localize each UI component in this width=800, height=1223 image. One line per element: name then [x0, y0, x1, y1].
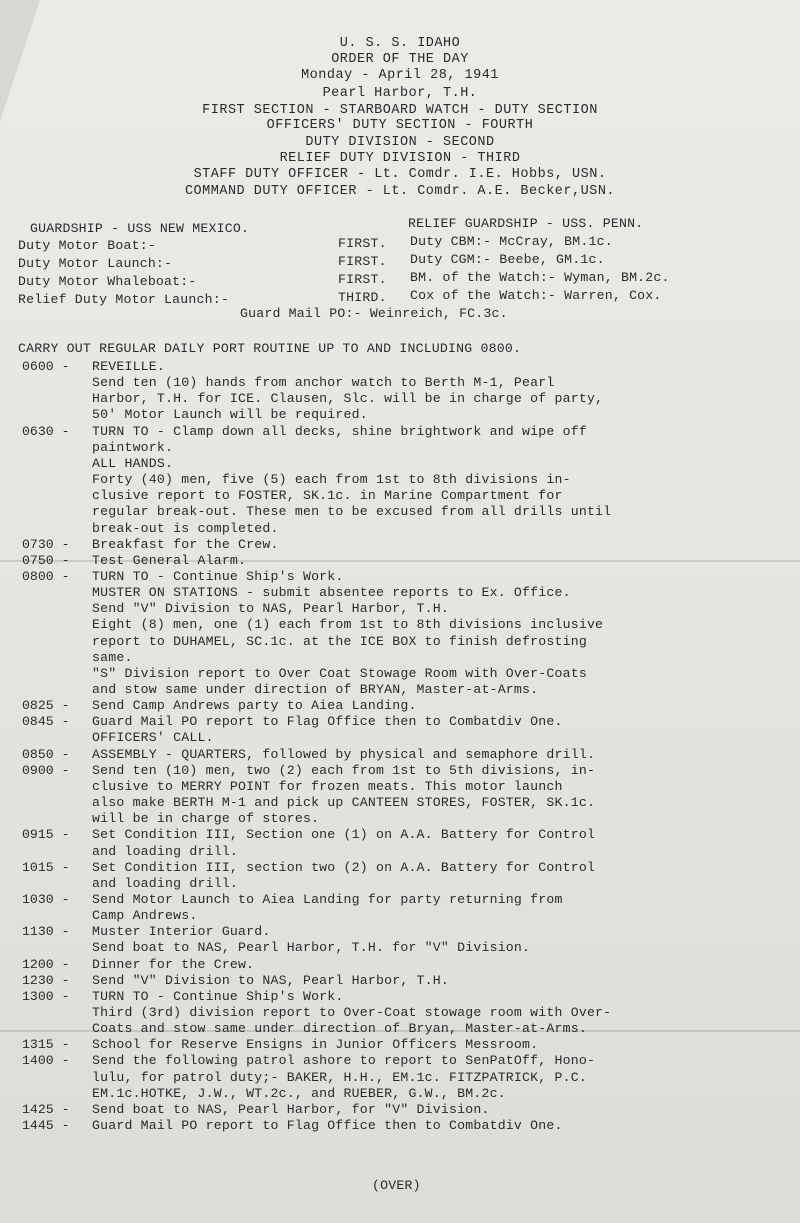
schedule-time: 0825 - [22, 698, 70, 714]
doc-location: Pearl Harbor, T.H. [322, 86, 478, 101]
schedule-text-line: Send boat to NAS, Pearl Harbor, for "V" Division. [92, 1101, 490, 1117]
schedule-text-line: clusive report to FOSTER, SK.1c. in Marine Compartment for [92, 488, 563, 504]
schedule-text-line: same. [92, 649, 133, 665]
schedule-time: 0800 - [22, 568, 70, 584]
schedule-text-line: Send "V" Division to NAS, Pearl Harbor, T.H. [92, 972, 450, 988]
schedule-text-line: clusive to MERRY POINT for frozen meats. This motor launch [92, 778, 563, 794]
schedule-text-line: Send ten (10) hands from anchor watch to Berth M-1, Pearl [92, 375, 555, 391]
schedule-text-line: Breakfast for the Crew. [92, 536, 279, 552]
schedule-time: 1445 - [22, 1118, 70, 1134]
schedule-text-line: Guard Mail PO report to Flag Office then to Combatdiv One. [92, 1118, 563, 1134]
assignment-mid: FIRST. [338, 272, 387, 287]
schedule-text-line: Send boat to NAS, Pearl Harbor, T.H. for "V" Division. [92, 940, 531, 956]
schedule-text-line: Set Condition III, section two (2) on A.A. Battery for Control [92, 859, 596, 875]
schedule-text-line: and loading drill. [92, 843, 239, 859]
schedule-time: 1300 - [22, 988, 70, 1004]
schedule-time: 0730 - [22, 536, 70, 552]
assignment-left: Duty Motor Launch:- [18, 256, 173, 271]
schedule-text-line: OFFICERS' CALL. [92, 730, 214, 746]
doc-date: Monday - April 28, 1941 [301, 68, 499, 83]
schedule-text-line: Guard Mail PO report to Flag Office then to Combatdiv One. [92, 714, 563, 730]
schedule-text-line: ASSEMBLY - QUARTERS, followed by physical and semaphore drill. [92, 746, 596, 762]
schedule-time: 1200 - [22, 956, 70, 972]
schedule-time: 0850 - [22, 746, 70, 762]
assignment-mid: FIRST. [338, 254, 387, 269]
over-marker: (OVER) [372, 1178, 421, 1193]
schedule-text-line: Camp Andrews. [92, 908, 198, 924]
duty-division: DUTY DIVISION - SECOND [305, 135, 495, 150]
schedule-text-line: Send Motor Launch to Aiea Landing for party returning from [92, 891, 563, 907]
schedule-time: 1130 - [22, 924, 70, 940]
schedule-text-line: Harbor, T.H. for ICE. Clausen, Slc. will be in charge of party, [92, 391, 604, 407]
schedule-time: 1400 - [22, 1053, 70, 1069]
schedule-text-line: paintwork. [92, 439, 174, 455]
schedule-text-line: ALL HANDS. [92, 455, 174, 471]
doc-title: ORDER OF THE DAY [331, 52, 469, 67]
schedule-text-line: break-out is completed. [92, 520, 279, 536]
schedule-text-line: MUSTER ON STATIONS - submit absentee reports to Ex. Office. [92, 585, 571, 601]
assignment-left: Duty Motor Whaleboat:- [18, 274, 197, 289]
schedule-text-line: Send "V" Division to NAS, Pearl Harbor, T.H. [92, 601, 450, 617]
schedule-text-line: Test General Alarm. [92, 552, 247, 568]
assignment-right: Duty CBM:- McCray, BM.1c. [410, 234, 613, 249]
schedule-text-line: will be in charge of stores. [92, 811, 320, 827]
assignment-mid: FIRST. [338, 236, 387, 251]
schedule-time: 1230 - [22, 972, 70, 988]
assignment-left: Relief Duty Motor Launch:- [18, 292, 229, 307]
schedule-text-line: TURN TO - Continue Ship's Work. [92, 988, 344, 1004]
schedule-text-line: 50' Motor Launch will be required. [92, 407, 368, 423]
routine-line: CARRY OUT REGULAR DAILY PORT ROUTINE UP TO AND INCLUDING 0800. [18, 341, 522, 356]
assignment-right: BM. of the Watch:- Wyman, BM.2c. [410, 270, 670, 285]
relief-division: RELIEF DUTY DIVISION - THIRD [279, 151, 521, 166]
schedule-time: 0600 - [22, 359, 70, 374]
schedule-text-line: Dinner for the Crew. [92, 956, 255, 972]
schedule-time: 0630 - [22, 423, 70, 439]
schedule-text-line: also make BERTH M-1 and pick up CANTEEN STORES, FOSTER, SK.1c. [92, 795, 596, 811]
schedule-text-line: Send Camp Andrews party to Aiea Landing. [92, 698, 417, 714]
schedule-time: 0915 - [22, 827, 70, 843]
watch-section: FIRST SECTION - STARBOARD WATCH - DUTY SECTION [202, 103, 598, 118]
schedule-text-line: Forty (40) men, five (5) each from 1st to 8th divisions in- [92, 472, 571, 488]
ship-name: U. S. S. IDAHO [339, 36, 461, 51]
schedule-time: 1015 - [22, 859, 70, 875]
assignment-mid: THIRD. [338, 290, 387, 305]
schedule-text-line: Send the following patrol ashore to report to SenPatOff, Hono- [92, 1053, 596, 1069]
assignment-left: Duty Motor Boat:- [18, 238, 156, 253]
guard-mail-po: Guard Mail PO:- Weinreich, FC.3c. [240, 306, 508, 321]
command-duty-officer: COMMAND DUTY OFFICER - Lt. Comdr. A.E. Becker,USN. [184, 184, 616, 199]
schedule-text-line: Muster Interior Guard. [92, 924, 271, 940]
schedule-time: 1030 - [22, 891, 70, 907]
schedule-text-line: TURN TO - Clamp down all decks, shine brightwork and wipe off [92, 423, 587, 439]
assignment-right: Cox of the Watch:- Warren, Cox. [410, 288, 662, 303]
schedule-text-line: Send ten (10) men, two (2) each from 1st to 5th divisions, in- [92, 762, 596, 778]
schedule-text-line: Third (3rd) division report to Over-Coat stowage room with Over- [92, 1005, 612, 1020]
schedule-text-line: Coats and stow same under direction of Bryan, Master-at-Arms. [92, 1021, 587, 1037]
schedule-text-line: TURN TO - Continue Ship's Work. [92, 568, 344, 584]
schedule-text-line: and loading drill. [92, 875, 239, 891]
relief-guardship: RELIEF GUARDSHIP - USS. PENN. [408, 216, 644, 231]
schedule-time: 1315 - [22, 1037, 70, 1053]
assignment-right: Duty CGM:- Beebe, GM.1c. [410, 252, 605, 267]
schedule-text-line: "S" Division report to Over Coat Stowage Room with Over-Coats [92, 665, 587, 681]
officers-section: OFFICERS' DUTY SECTION - FOURTH [266, 118, 534, 133]
schedule-time: 0750 - [22, 552, 70, 568]
schedule-text-line: report to DUHAMEL, SC.1c. at the ICE BOX to finish defrosting [92, 633, 587, 649]
schedule-text-line: regular break-out. These men to be excused from all drills until [92, 504, 612, 520]
schedule-text-line: and stow same under direction of BRYAN, Master-at-Arms. [92, 682, 539, 697]
schedule-time: 0845 - [22, 714, 70, 730]
guardship: GUARDSHIP - USS NEW MEXICO. [30, 221, 250, 236]
schedule-time: 0900 - [22, 762, 70, 778]
schedule-text-line: EM.1c.HOTKE, J.W., WT.2c., and RUEBER, G.W., BM.2c. [92, 1085, 506, 1101]
schedule-text-line: School for Reserve Ensigns in Junior Officers Messroom. [92, 1037, 539, 1053]
schedule-text-line: REVEILLE. [92, 359, 166, 374]
schedule-text-line: lulu, for patrol duty;- BAKER, H.H., EM.1c. FITZPATRICK, P.C. [92, 1069, 587, 1085]
schedule-time: 1425 - [22, 1101, 70, 1117]
staff-duty-officer: STAFF DUTY OFFICER - Lt. Comdr. I.E. Hobbs, USN. [193, 167, 607, 182]
schedule-text-line: Eight (8) men, one (1) each from 1st to 8th divisions inclusive [92, 617, 604, 633]
schedule-text-line: Set Condition III, Section one (1) on A.A. Battery for Control [92, 827, 596, 843]
